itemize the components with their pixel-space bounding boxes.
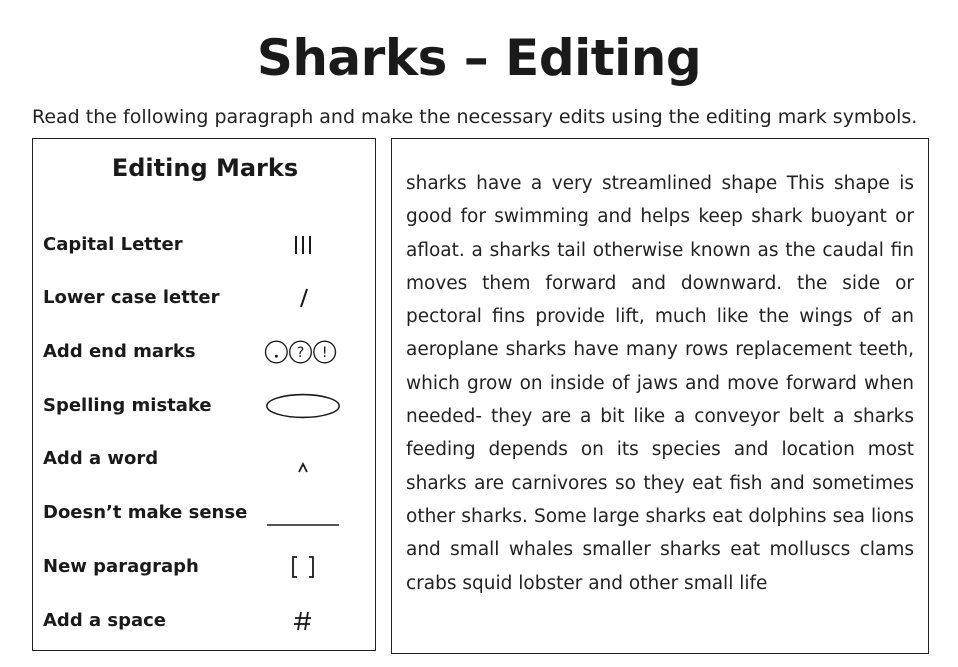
mark-row-add-word: [33, 439, 377, 479]
mark-row-add-space: [33, 601, 377, 641]
editing-marks-panel: [32, 138, 376, 651]
mark-label-spelling: Spelling mistake: [43, 395, 212, 416]
shark-paragraph: sharks have a very streamlined shape This shape is good for swimming and helps keep shark buoyant or afloat. a sharks tail otherwise known as the caudal fin moves them forward and downward. the side or pectoral fins provide lift, much like the wings of an aeroplane sharks have many rows replacement teeth, which grow on inside of jaws and move forward when needed- they are a bit like a conveyor belt a sharks feeding depends on its species and location most sharks are carnivores so they eat fish and sometimes other sharks. Some large sharks eat dolphins sea lions and small whales smaller sharks eat molluscs clams crabs squid lobster and other small life: [406, 173, 914, 594]
mark-row-new-paragraph: [33, 547, 377, 587]
oval-icon: [263, 386, 343, 426]
mark-row-doesnt-make-sense: [33, 493, 377, 533]
underline-icon: [263, 493, 343, 533]
circled-punctuation-icon: [263, 332, 343, 372]
mark-label-new-paragraph: New paragraph: [43, 556, 199, 577]
editing-marks-heading: Editing Marks: [111, 154, 299, 182]
hash-icon: [263, 601, 343, 641]
mark-row-capital-letter: [33, 225, 377, 265]
mark-label-add-space: Add a space: [43, 610, 167, 631]
instruction-text: Read the following paragraph and make the necessary edits using the editing mark symbols.: [32, 106, 918, 128]
mark-label-capital-letter: Capital Letter: [43, 234, 183, 255]
mark-row-lower-case: [33, 278, 377, 318]
mark-label-lower-case: Lower case letter: [43, 287, 220, 308]
triple-underline-icon: [263, 225, 343, 265]
mark-label-doesnt-make-sense: Doesn’t make sense: [43, 502, 248, 523]
mark-label-end-marks: Add end marks: [43, 341, 196, 362]
svg-text:!: !: [321, 345, 328, 361]
paragraph-panel: [391, 138, 929, 654]
mark-row-spelling: [33, 386, 377, 426]
mark-row-end-marks: [33, 332, 377, 372]
brackets-icon: [263, 547, 343, 587]
caret-icon: [263, 439, 343, 479]
mark-label-add-word: Add a word: [43, 448, 159, 469]
page-title: Sharks – Editing: [256, 29, 702, 87]
svg-text:?: ?: [296, 345, 305, 361]
slash-icon: [263, 278, 343, 318]
